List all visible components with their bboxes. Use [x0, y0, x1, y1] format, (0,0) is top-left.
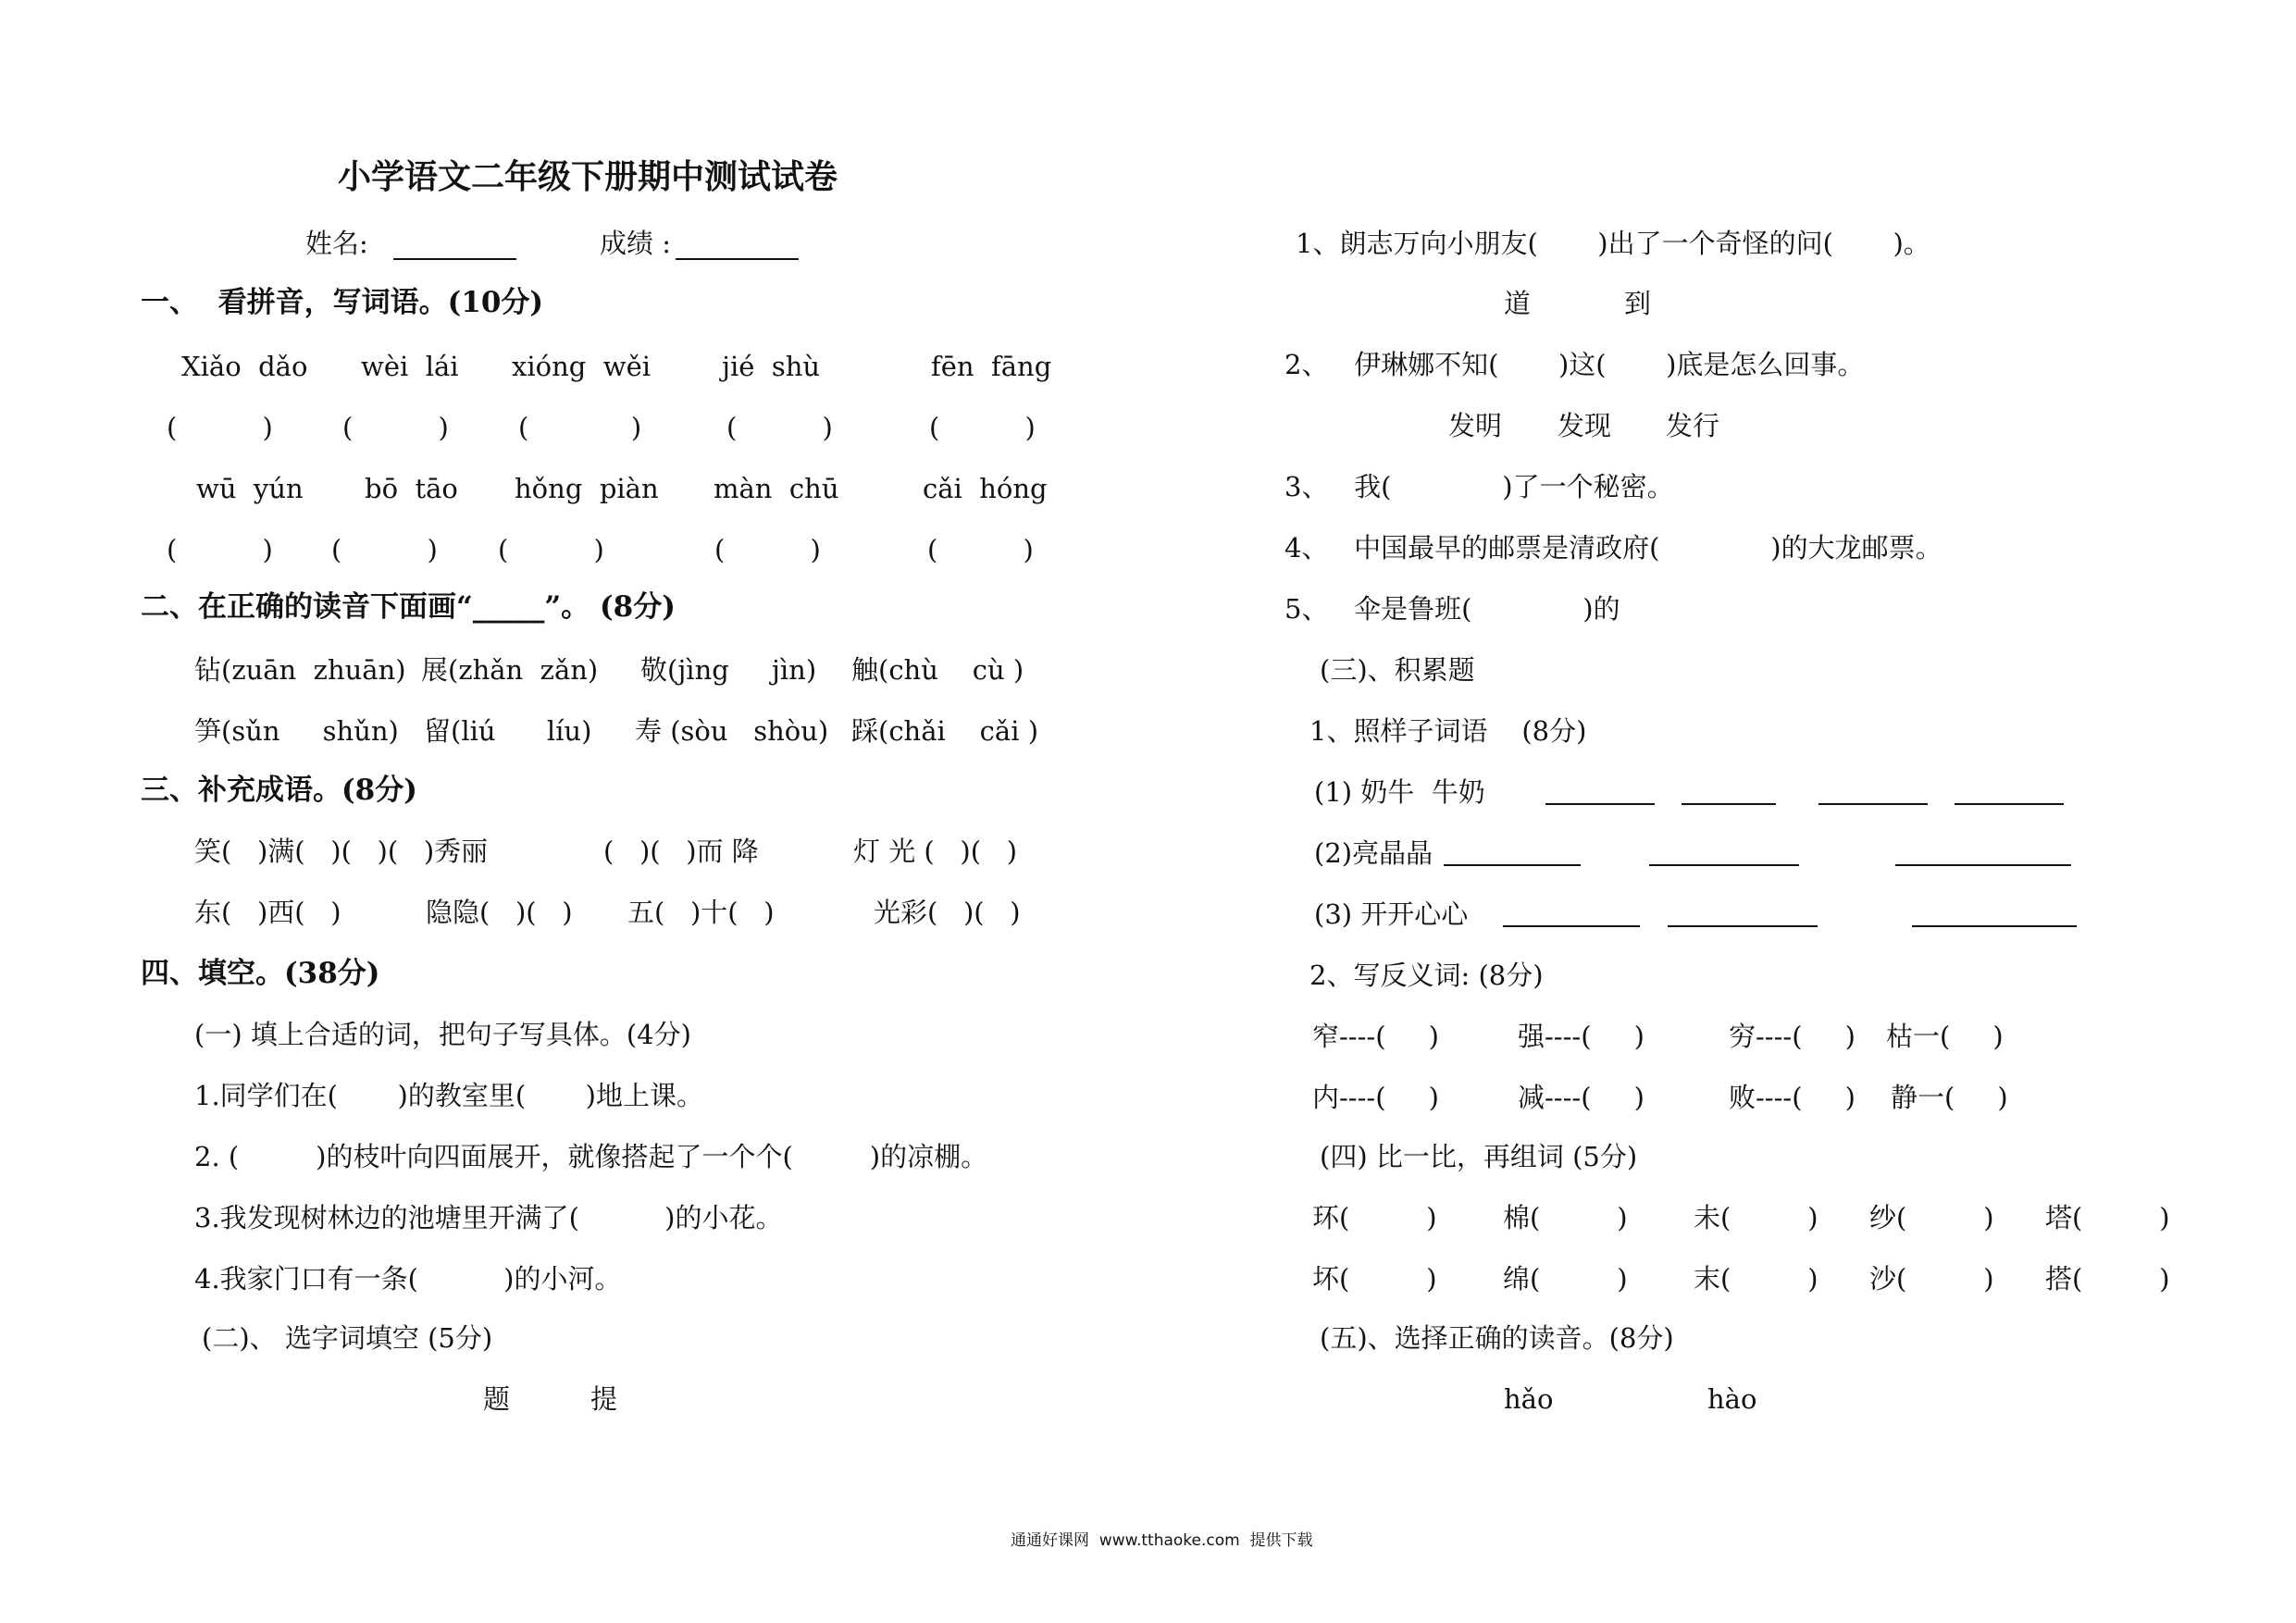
antonym-item: 窄----( )	[1312, 1021, 1439, 1052]
compare-item: 搭( )	[2045, 1263, 2170, 1295]
answer-blank	[1895, 864, 2071, 866]
antonym-item: 静一( )	[1891, 1082, 2008, 1113]
compare-item: 坏( )	[1312, 1263, 1437, 1295]
antonym-item: 减----( )	[1518, 1082, 1644, 1113]
pinyin: màn chū	[714, 473, 839, 504]
answer-blank	[1912, 925, 2077, 927]
choice-word: hǎo	[1504, 1383, 1554, 1415]
choice-word: 题	[483, 1383, 511, 1415]
question-text: 1、照样子词语 (8分)	[1309, 715, 1587, 747]
antonym-item: 强----( )	[1518, 1021, 1644, 1052]
answer-blank	[1444, 864, 1581, 866]
fill-item: 3.我发现树林边的池塘里开满了( )的小花。	[194, 1202, 783, 1233]
pronunciation-item: 展(zhǎn zǎn)	[421, 654, 599, 686]
compare-item: 棉( )	[1503, 1202, 1628, 1233]
footer-credit: 通通好课网 www.tthaoke.com 提供下载	[1011, 1531, 1313, 1550]
antonym-item: 内----( )	[1312, 1082, 1439, 1113]
pronunciation-item: 留(liú líu)	[424, 715, 592, 747]
subsection-heading: (一) 填上合适的词，把句子写具体。(4分)	[194, 1019, 691, 1050]
score-label: 成绩 :	[600, 228, 671, 259]
question-text: 2、 伊琳娜不知( )这( )底是怎么回事。	[1285, 349, 1865, 380]
idiom-item: 东( )西( )	[194, 897, 341, 928]
answer-bracket: ( )	[726, 412, 833, 443]
pinyin: bō tāo	[365, 473, 458, 504]
subsection-heading: (三)、积累题	[1320, 654, 1475, 686]
answer-bracket: ( )	[927, 534, 1034, 565]
answer-blank	[1503, 925, 1640, 927]
idiom-item: 光彩( )( )	[874, 897, 1021, 928]
name-label: 姓名:	[305, 228, 368, 259]
pinyin: Xiǎo dǎo	[181, 351, 308, 382]
section4-heading: 四、填空。(38分)	[141, 957, 380, 990]
example-text: (1) 奶牛 牛奶	[1314, 776, 1485, 808]
subsection-heading: (五)、选择正确的读音。(8分)	[1320, 1322, 1674, 1354]
subsection-heading: (二)、 选字词填空 (5分)	[202, 1322, 493, 1354]
pinyin: wū yún	[196, 473, 304, 504]
question-text: 5、 伞是鲁班( )的	[1285, 593, 1620, 625]
choice-word: 发现	[1558, 410, 1612, 441]
name-blank	[393, 258, 516, 260]
answer-bracket: ( )	[331, 534, 438, 565]
compare-item: 纱( )	[1869, 1202, 1994, 1233]
idiom-item: 笑( )满( )( )( )秀丽	[194, 836, 489, 867]
fill-item: 4.我家门口有一条( )的小河。	[194, 1263, 622, 1295]
choice-word: 到	[1624, 288, 1652, 319]
compare-item: 塔( )	[2045, 1202, 2170, 1233]
compare-item: 沙( )	[1869, 1263, 1994, 1295]
answer-blank	[1668, 925, 1818, 927]
choice-word: hào	[1707, 1383, 1757, 1415]
answer-bracket: ( )	[342, 412, 449, 443]
compare-item: 绵( )	[1503, 1263, 1628, 1295]
fill-item: 2. ( )的枝叶向四面展开，就像搭起了一个个( )的凉棚。	[194, 1141, 988, 1172]
pronunciation-item: 寿 (sòu shòu)	[635, 715, 829, 747]
choice-word: 道	[1504, 288, 1532, 319]
idiom-item: 隐隐( )( )	[426, 897, 573, 928]
pinyin: cǎi hóng	[923, 473, 1048, 504]
pronunciation-item: 钻(zuān zhuān)	[194, 654, 406, 686]
compare-item: 环( )	[1312, 1202, 1437, 1233]
pronunciation-item: 敬(jìng jìn)	[640, 654, 817, 686]
section2-heading: 二、在正确的读音下面画“_____”。 (8分)	[141, 590, 676, 624]
pronunciation-item: 踩(chǎi cǎi )	[851, 715, 1039, 747]
idiom-item: 五( )十( )	[627, 897, 775, 928]
question-text: 4、 中国最早的邮票是清政府( )的大龙邮票。	[1285, 532, 1942, 564]
answer-blank	[1955, 803, 2064, 805]
example-text: (3) 开开心心	[1314, 898, 1469, 930]
pinyin: fēn fāng	[931, 351, 1052, 382]
question-text: 1、朗志万向小朋友( )出了一个奇怪的问( )。	[1296, 228, 1930, 259]
antonym-item: 枯一( )	[1886, 1021, 2004, 1052]
answer-bracket: ( )	[929, 412, 1036, 443]
pinyin: jié shù	[722, 351, 821, 382]
question-text: 2、写反义词: (8分)	[1309, 960, 1544, 991]
compare-item: 末( )	[1694, 1263, 1818, 1295]
answer-bracket: ( )	[167, 534, 273, 565]
idiom-item: 灯 光 ( )( )	[853, 836, 1018, 867]
answer-bracket: ( )	[518, 412, 642, 443]
answer-bracket: ( )	[714, 534, 821, 565]
fill-item: 1.同学们在( )的教室里( )地上课。	[194, 1080, 703, 1111]
antonym-item: 败----( )	[1729, 1082, 1855, 1113]
question-text: 3、 我( )了一个秘密。	[1285, 471, 1674, 502]
choice-word: 发行	[1666, 410, 1720, 441]
answer-blank	[1682, 803, 1776, 805]
answer-blank	[1818, 803, 1928, 805]
page-title: 小学语文二年级下册期中测试试卷	[338, 157, 838, 196]
example-text: (2)亮晶晶	[1314, 837, 1433, 869]
choice-word: 发明	[1448, 410, 1503, 441]
score-blank	[676, 258, 799, 260]
choice-word: 提	[590, 1383, 618, 1415]
pronunciation-item: 触(chù cù )	[851, 654, 1024, 686]
answer-blank	[1649, 864, 1799, 866]
pinyin: xióng wěi	[512, 351, 652, 382]
antonym-item: 穷----( )	[1729, 1021, 1855, 1052]
answer-bracket: ( )	[498, 534, 604, 565]
answer-blank	[1545, 803, 1655, 805]
section3-heading: 三、补充成语。(8分)	[141, 774, 417, 807]
answer-bracket: ( )	[167, 412, 273, 443]
pinyin: wèi lái	[361, 351, 459, 382]
section1-heading: 一、 看拼音，写词语。(10分)	[141, 286, 544, 319]
idiom-item: ( )( )而 降	[603, 836, 759, 867]
compare-item: 未( )	[1694, 1202, 1818, 1233]
pinyin: hǒng piàn	[515, 473, 659, 504]
subsection-heading: (四) 比一比，再组词 (5分)	[1320, 1141, 1638, 1172]
pronunciation-item: 笋(sǔn shǔn)	[194, 715, 399, 747]
